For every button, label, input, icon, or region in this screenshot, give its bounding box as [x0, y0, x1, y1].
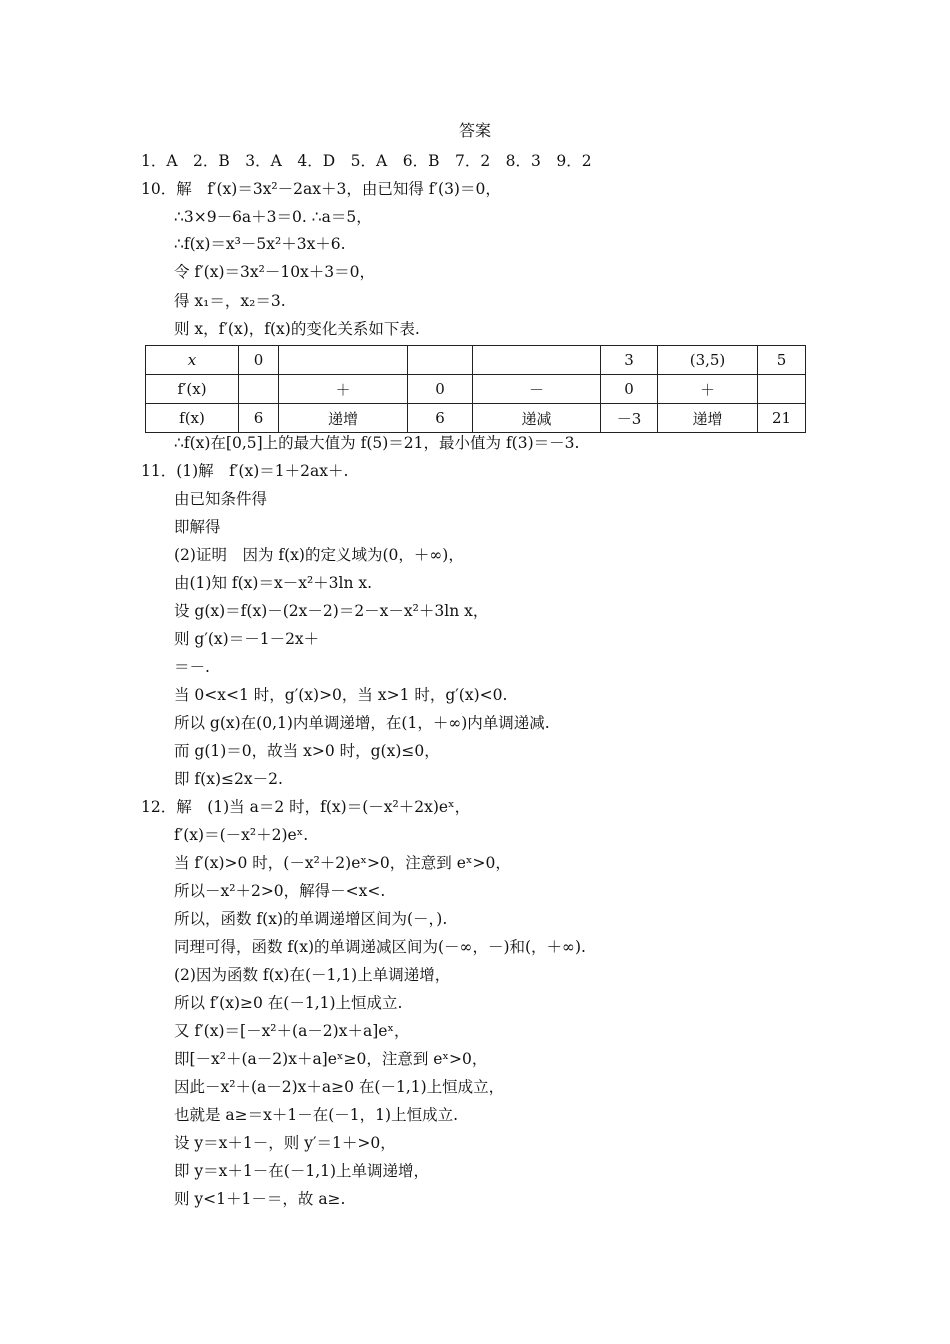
- table-row-derivative: [146, 375, 806, 404]
- table-cell: ＋: [279, 375, 408, 404]
- table-cell: 5: [758, 346, 806, 375]
- q12-part2-intro: (2)因为函数 f(x)在(－1,1)上单调递增，: [174, 966, 451, 984]
- q12-separate-a: 也就是 a≥＝x＋1－在(－1，1)上恒成立.: [174, 1106, 459, 1124]
- table-cell: f′(x): [146, 375, 239, 404]
- table-row-x: [146, 346, 806, 375]
- q12-positive-derivative: 当 f′(x)>0 时，(－x²＋2)eˣ>0，注意到 eˣ>0，: [174, 854, 511, 872]
- q11-g-derivative: 则 g′(x)＝－1－2x＋: [174, 630, 320, 648]
- table-row-function: [146, 404, 806, 433]
- table-cell: 0: [408, 375, 473, 404]
- table-cell: [758, 375, 806, 404]
- q11-sign-analysis: 当 0<x<1 时，g′(x)>0，当 x>1 时，g′(x)<0.: [174, 686, 508, 704]
- table-cell: x: [146, 346, 239, 375]
- table-cell: [473, 346, 601, 375]
- table-cell: ＋: [658, 375, 758, 404]
- table-cell: 递增: [279, 404, 408, 433]
- table-cell: [279, 346, 408, 375]
- q11-g-derivative-simplified: ＝－.: [174, 658, 210, 676]
- q10-roots: 得 x₁＝，x₂＝3.: [174, 292, 286, 310]
- table-cell: －: [473, 375, 601, 404]
- q10-derivative: 10．解 f′(x)＝3x²－2ax＋3，由已知得 f′(3)＝0，: [141, 180, 501, 198]
- q12-define-y: 设 y＝x＋1－，则 y′＝1＋>0，: [174, 1134, 396, 1152]
- answers-1-9: 1．A 2．B 3．A 4．D 5．A 6．B 7．2 8．3 9．2: [141, 152, 592, 170]
- q12-decreasing-interval: 同理可得，函数 f(x)的单调递减区间为(－∞，－)和(，＋∞).: [174, 938, 586, 956]
- q10-conclusion: ∴f(x)在[0,5]上的最大值为 f(5)＝21，最小值为 f(3)＝－3.: [174, 434, 580, 452]
- q11-max-value: 而 g(1)＝0，故当 x>0 时，g(x)≤0，: [174, 742, 440, 760]
- q12-derivative: f′(x)＝(－x²＋2)eˣ.: [174, 826, 309, 844]
- q12-derivative-nonneg: 所以 f′(x)≥0 在(－1,1)上恒成立.: [174, 994, 403, 1012]
- table-cell: 21: [758, 404, 806, 433]
- table-cell: f(x): [146, 404, 239, 433]
- page-title: 答案: [458, 121, 491, 140]
- q12-general-derivative: 又 f′(x)＝[－x²＋(a－2)x＋a]eˣ，: [174, 1022, 410, 1040]
- table-cell: 0: [601, 375, 658, 404]
- q12-inequality: 即[－x²＋(a－2)x＋a]eˣ≥0，注意到 eˣ>0，: [174, 1050, 488, 1068]
- q12-reduced-inequality: 因此－x²＋(a－2)x＋a≥0 在(－1,1)上恒成立，: [174, 1078, 505, 1096]
- q10-set-zero: 令 f′(x)＝3x²－10x＋3＝0，: [174, 263, 376, 281]
- table-cell: 6: [408, 404, 473, 433]
- q12-conclusion: 则 y<1＋1－＝，故 a≥.: [174, 1190, 346, 1208]
- q10-solve-a: ∴3×9－6a＋3＝0. ∴a＝5，: [174, 208, 372, 226]
- table-cell: (3,5): [658, 346, 758, 375]
- table-cell: 递增: [658, 404, 758, 433]
- q11-function: 由(1)知 f(x)＝x－x²＋3ln x.: [174, 574, 373, 592]
- variation-table: [145, 345, 806, 433]
- q11-condition: 由已知条件得: [174, 490, 268, 508]
- table-cell: －3: [601, 404, 658, 433]
- table-cell: 6: [239, 404, 279, 433]
- table-cell: 递减: [473, 404, 601, 433]
- q10-table-intro: 则 x，f′(x)，f(x)的变化关系如下表.: [174, 320, 420, 338]
- table-cell: [239, 375, 279, 404]
- q11-proof-domain: (2)证明 因为 f(x)的定义域为(0，＋∞)，: [174, 546, 464, 564]
- q12-solve-inequality: 所以－x²＋2>0，解得－<x<.: [174, 882, 386, 900]
- q11-monotonicity: 所以 g(x)在(0,1)内单调递增，在(1，＋∞)内单调递减.: [174, 714, 550, 732]
- q11-derivative: 11．(1)解 f′(x)＝1＋2ax＋.: [141, 462, 349, 480]
- q11-define-g: 设 g(x)＝f(x)－(2x－2)＝2－x－x²＋3ln x，: [174, 602, 489, 620]
- q12-y-increasing: 即 y＝x＋1－在(－1,1)上单调递增，: [174, 1162, 430, 1180]
- q12-increasing-interval: 所以，函数 f(x)的单调递增区间为(－，).: [174, 910, 448, 928]
- q11-conclusion: 即 f(x)≤2x－2.: [174, 770, 283, 788]
- q11-solve: 即解得: [174, 518, 221, 536]
- q10-function: ∴f(x)＝x³－5x²＋3x＋6.: [174, 235, 346, 253]
- table-cell: 0: [239, 346, 279, 375]
- table-cell: [408, 346, 473, 375]
- table-cell: 3: [601, 346, 658, 375]
- q12-part1-function: 12．解 (1)当 a＝2 时，f(x)＝(－x²＋2x)eˣ，: [141, 798, 471, 816]
